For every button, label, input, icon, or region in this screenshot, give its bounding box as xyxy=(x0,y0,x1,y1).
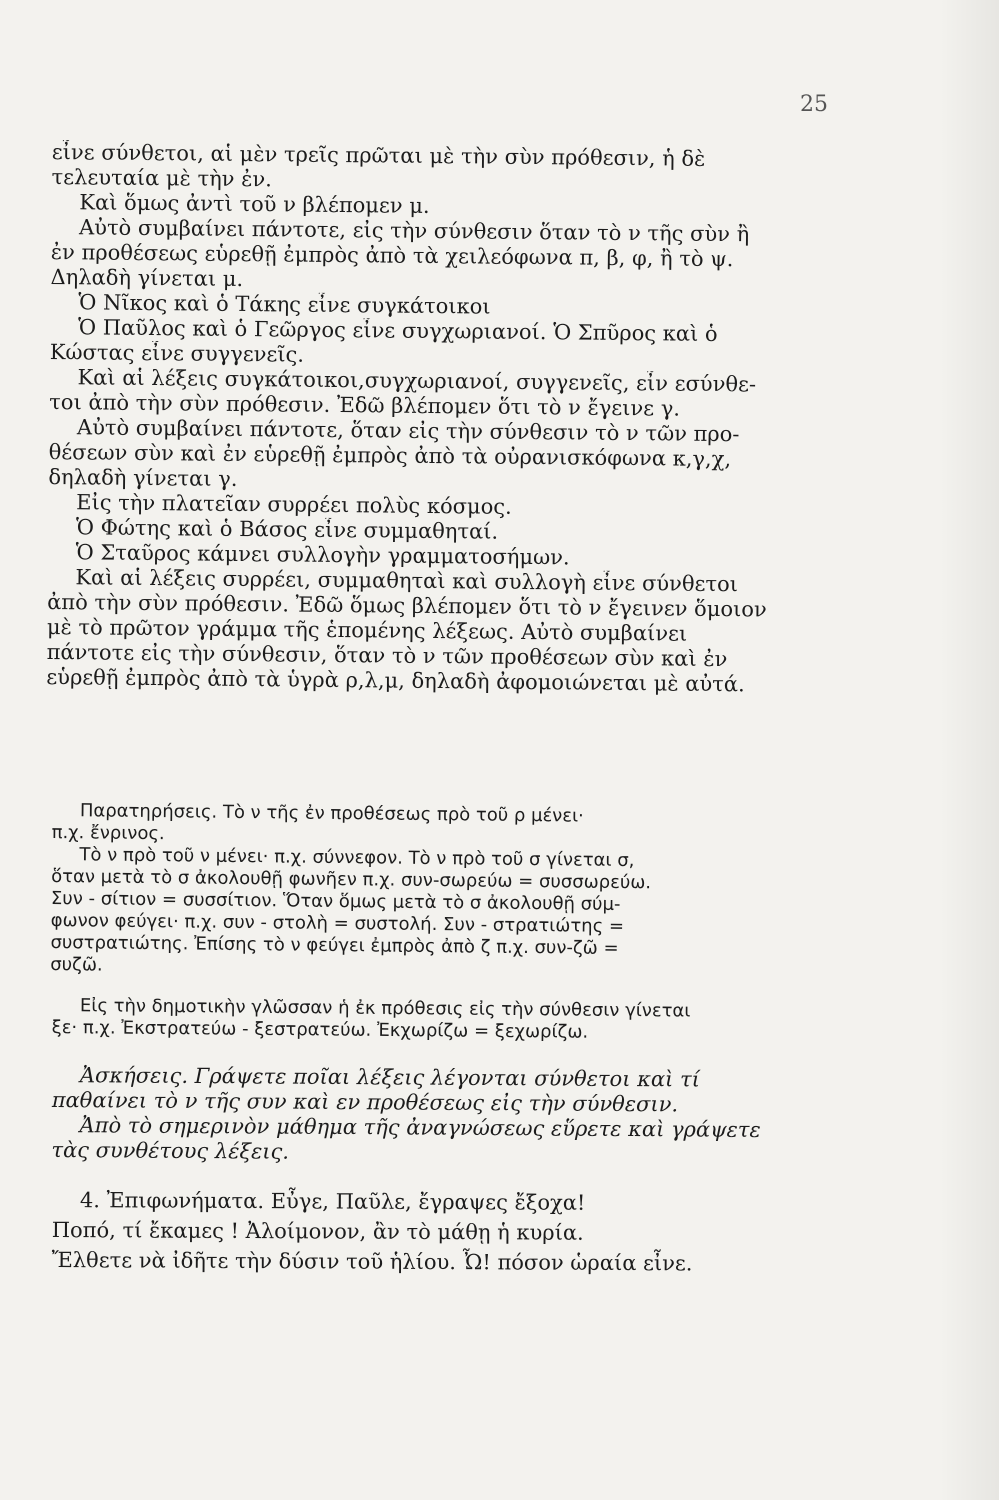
section-4-interjections xyxy=(52,1185,852,1279)
text-line: δηλαδὴ γίνεται γ. xyxy=(48,464,238,491)
observations-heading: Παρατηρήσεις. Τὸ ν τῆς ἐν προθέσεως πρὸ τοῦ ρ μένει· xyxy=(79,800,584,827)
text-line: τὰς συνθέτους λέξεις. xyxy=(51,1137,290,1164)
main-text xyxy=(46,140,852,698)
demotic-note xyxy=(52,995,852,1046)
text-line: μὲ τὸ πρῶτον γράμμα τῆς ἑπομένης λέξεως. Αὐτὸ συμβαίνει xyxy=(46,614,688,646)
text-line: Ἔλθετε νὰ ἰδῆτε τὴν δύσιν τοῦ ἡλίου. Ὦ! πόσον ὡραία εἶνε. xyxy=(51,1247,693,1276)
text-line: Δηλαδὴ γίνεται μ. xyxy=(50,264,244,292)
text-line: Εἰς τὴν δημοτικὴν γλῶσσαν ἡ ἐκ πρόθεσις εἰς τὴν σύνθεσιν γίνεται xyxy=(79,995,691,1022)
section-4-heading: 4. Ἐπιφωνήματα. Εὖγε, Παῦλε, ἔγραψες ἔξοχα! xyxy=(79,1188,586,1215)
text-line: παθαίνει τὸ ν τῆς συν καὶ εν προθέσεως εἰς τὴν σύνθεσιν. xyxy=(51,1087,679,1117)
text-line: Καὶ ὅμως ἀντὶ τοῦ ν βλέπομεν μ. xyxy=(79,190,430,218)
text-line: συζῶ. xyxy=(50,953,103,976)
text-line: ἀπὸ τὴν σὺν πρόθεσιν. Ἐδῶ ὅμως βλέπομεν ὅτι τὸ ν ἔγεινεν ὅμοιον xyxy=(47,589,767,622)
text-line: Ἀπὸ τὸ σημερινὸν μάθημα τῆς ἀναγνώσεως εὕρετε καὶ γράψετε xyxy=(79,1113,761,1142)
example-sentence: Ὁ Νῖκος καὶ ὁ Τάκης εἶνε συγκάτοικοι xyxy=(78,290,491,319)
observations-block xyxy=(50,800,852,984)
text-line: εὑρεθῇ ἐμπρὸς ἀπὸ τὰ ὑγρὰ ρ,λ,μ, δηλαδὴ ἀφομοιώνεται μὲ αὐτά. xyxy=(46,664,745,697)
text-line: Ποπό, τί ἔκαμες ! Ἀλοίμονον, ἂν τὸ μάθῃ ἡ κυρία. xyxy=(51,1217,584,1245)
text-line: Συν - σίτιον = συσσίτιον. Ὅταν ὅμως μετὰ τὸ σ ἀκολουθῇ σύμ- xyxy=(50,887,621,915)
text-line: τελευταία μὲ τὴν ἐν. xyxy=(51,164,273,192)
example-sentence: Ὁ Σταῦρος κάμνει συλλογὴν γραμματοσήμων. xyxy=(75,540,570,570)
text-line: τοι ἀπὸ τὴν σὺν πρόθεσιν. Ἐδῶ βλέπομεν ὅτι τὸ ν ἔγεινε γ. xyxy=(49,389,681,421)
text-line: Αὐτὸ συμβαίνει πάντοτε, ὅταν εἰς τὴν σύνθεσιν τὸ ν τῶν προ- xyxy=(76,415,740,447)
text-line: ξε· π.χ. Ἐκστρατεύω - ξεστρατεύω. Ἐκχωρίζω = ξεχωρίζω. xyxy=(51,1016,589,1043)
text-line: Καὶ αἱ λέξεις συγκάτοικοι,συγχωριανοί, συγγενεῖς, εἶν εσύνθε- xyxy=(77,365,757,397)
text-line: ἐν προθέσεως εὑρεθῇ ἐμπρὸς ἀπὸ τὰ χειλεόφωνα π, β, φ, ἢ τὸ ψ. xyxy=(50,239,734,272)
example-sentence: Ὁ Παῦλος καὶ ὁ Γεῶργος εἶνε συγχωριανοί. Ὁ Σπῦρος καὶ ὁ xyxy=(77,315,718,346)
text-line: πάντοτε εἰς τὴν σύνθεσιν, ὅταν τὸ ν τῶν προθέσεων σὺν καὶ ἐν xyxy=(46,639,728,672)
text-line: Τὸ ν πρὸ τοῦ ν μένει· π.χ. σύννεφον. Τὸ ν πρὸ τοῦ σ γίνεται σ, xyxy=(79,844,635,872)
text-line: Καὶ αἱ λέξεις συρρέει, συμμαθηταὶ καὶ συλλογὴ εἶνε σύνθετοι xyxy=(75,565,739,597)
text-line: Κώστας εἶνε συγγενεῖς. xyxy=(49,339,305,367)
text-line: θέσεων σὺν καὶ ἐν εὑρεθῇ ἐμπρὸς ἀπὸ τὰ οὐρανισκόφωνα κ,γ,χ, xyxy=(48,439,732,472)
example-sentence: Ὁ Φώτης καὶ ὁ Βάσος εἶνε συμμαθηταί. xyxy=(75,515,499,544)
example-sentence: Εἰς τὴν πλατεῖαν συρρέει πολὺς κόσμος. xyxy=(76,490,512,519)
text-line: εἶνε σύνθετοι, αἱ μὲν τρεῖς πρῶται μὲ τὴν σὺν πρόθεσιν, ἡ δὲ xyxy=(51,140,706,171)
exercises-block xyxy=(51,1063,852,1169)
text-line: ὅταν μετὰ τὸ σ ἀκολουθῇ φωνῆεν π.χ. συν-σωρεύω = συσσωρεύω. xyxy=(51,865,652,894)
text-line: φωνον φεύγει· π.χ. συν - στολὴ = συστολή. Συν - στρατιώτης = xyxy=(50,909,625,937)
page-number: 25 xyxy=(800,92,828,117)
text-line: Αὐτὸ συμβαίνει πάντοτε, εἰς τὴν σύνθεσιν ὅταν τὸ ν τῆς σὺν ἢ xyxy=(78,215,750,247)
exercises-heading: Ἀσκήσεις. Γράψετε ποῖαι λέξεις λέγονται σύνθετοι καὶ τί xyxy=(79,1063,700,1092)
page-edge-shadow xyxy=(939,0,999,1500)
text-line: συστρατιώτης. Ἐπίσης τὸ ν φεύγει ἐμπρὸς ἀπὸ ζ π.χ. συν-ζῶ = xyxy=(50,931,619,959)
text-line: π.χ. ἔνρινος. xyxy=(51,821,165,845)
